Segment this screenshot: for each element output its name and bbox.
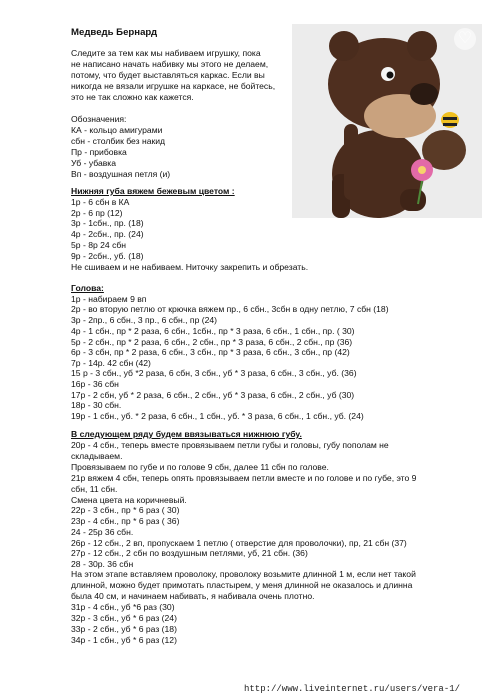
join-row: сбн, 11 сбн. — [71, 484, 118, 494]
join-row: была 40 см, и начинаем набивать, я набивала очень плотно. — [71, 591, 315, 601]
intro-line: это не так сложно как кажется. — [71, 92, 194, 102]
join-row: 27р - 12 сбн., 2 сбн по воздушным петлями, уб, 21 сбн. (36) — [71, 548, 308, 558]
join-row: 28 - 30р. 36 сбн — [71, 559, 134, 569]
head-row: 7р - 14р. 42 сбн (42) — [71, 358, 151, 368]
head-row: 1р - набираем 9 вп — [71, 294, 147, 304]
head-row: 16р - 36 сбн — [71, 379, 119, 389]
intro-line: никогда не вязали игрушке на каркасе, не бойтесь, — [71, 81, 276, 91]
join-row: 21р вяжем 4 сбн, теперь опять провязываем петли вместе и по голове и по губе, это 9 — [71, 473, 417, 483]
head-row: 6р - 3 сбн, пр * 2 раза, 6 сбн., 3 сбн., пр * 3 раза, 6 сбн., 3 сбн., пр (42) — [71, 347, 350, 357]
join-row: 24 - 25р 36 сбн. — [71, 527, 134, 537]
legend-line: сбн - столбик без накид — [71, 136, 166, 146]
join-row: 22р - 3 сбн., пр * 6 раз ( 30) — [71, 505, 180, 515]
legend-line: Вп - воздушная петля (и) — [71, 169, 171, 179]
legend-line: КА - кольцо амигурами — [71, 125, 163, 135]
join-row: На этом этапе вставляем проволоку, проволоку возьмите длинной 1 м, если нет такой — [71, 569, 416, 579]
join-row: Провязываем по губе и по голове 9 сбн, далее 11 сбн по голове. — [71, 462, 329, 472]
head-row: 2р - во вторую петлю от крючка вяжем пр., 6 сбн., 3сбн в одну петлю, 7 сбн (18) — [71, 304, 389, 314]
join-row: складываем. — [71, 451, 123, 461]
head-row: 17р - 2 сбн, уб * 2 раза, 6 сбн., 2 сбн., уб * 3 раза, 6 сбн., 2 сбн., уб (30) — [71, 390, 355, 400]
join-row: Смена цвета на коричневый. — [71, 495, 187, 505]
bear-photo — [292, 24, 482, 218]
join-row: 33р - 2 сбн., уб * 6 раз (18) — [71, 624, 177, 634]
join-row: 32р - 3 сбн., уб * 6 раз (24) — [71, 613, 177, 623]
legend-line: Обозначения: — [71, 114, 127, 124]
intro-line: не написано начать набивку мы этого не делаем, — [71, 59, 269, 69]
lip-heading: Нижняя губа вяжем бежевым цветом : — [71, 186, 235, 196]
lip-row: 3р - 1сбн., пр. (18) — [71, 218, 144, 228]
join-row: 31р - 4 сбн., уб *6 раз (30) — [71, 602, 175, 612]
source-url[interactable]: http://www.liveinternet.ru/users/vera-1/ — [244, 684, 461, 694]
legend-line: Уб - убавка — [71, 158, 117, 168]
join-row: 23р - 4 сбн., пр * 6 раз ( 36) — [71, 516, 180, 526]
head-row: 18р - 30 сбн. — [71, 400, 122, 410]
lip-row: 4р - 2сбн., пр. (24) — [71, 229, 144, 239]
head-row: 19р - 1 сбн., уб. * 2 раза, 6 сбн., 1 сбн., уб. * 3 раза, 6 сбн., 1 сбн., уб. (24) — [71, 411, 364, 421]
lip-row: Не сшиваем и не набиваем. Ниточку закрепить и обрезать. — [71, 262, 309, 272]
join-row: длинной, можно будет примотать пластырем, у меня длинной не оказалось и длинна — [71, 580, 413, 590]
head-heading: Голова: — [71, 283, 104, 293]
bear-illustration — [292, 24, 482, 218]
page-title: Медведь Бернард — [71, 27, 158, 38]
join-row: 26р - 12 сбн., 2 вп, пропускаем 1 петлю ( отверстие для проволочки), пр, 21 сбн (37) — [71, 538, 407, 548]
join-heading: В следующем ряду будем ввязываться нижнюю губу. — [71, 429, 302, 439]
head-row: 5р - 2 сбн., пр * 2 раза, 6 сбн., 2 сбн., пр * 3 раза, 6 сбн., 2 сбн., пр (36) — [71, 337, 353, 347]
head-row: 15 р - 3 сбн., уб *2 раза, 6 сбн, 3 сбн., уб * 3 раза, 6 сбн., 3 сбн., уб. (36) — [71, 368, 357, 378]
lip-row: 1р - 6 сбн в КА — [71, 197, 130, 207]
head-row: 4р - 1 сбн., пр * 2 раза, 6 сбн., 1сбн., пр * 3 раза, 6 сбн., 1 сбн., пр. ( 30) — [71, 326, 355, 336]
lip-row: 5р - 8р 24 сбн — [71, 240, 127, 250]
heart-icon[interactable]: ♡ — [454, 28, 476, 50]
intro-line: Следите за тем как мы набиваем игрушку, пока — [71, 48, 261, 58]
head-row: 3р - 2пр., 6 сбн., 3 пр., 6 сбн., пр (24) — [71, 315, 218, 325]
legend-line: Пр - прибовка — [71, 147, 127, 157]
lip-row: 9р - 2сбн., уб. (18) — [71, 251, 144, 261]
intro-line: потому, что будет выставляться каркас. Если вы — [71, 70, 265, 80]
join-row: 20р - 4 сбн., теперь вместе провязываем петли губы и головы, губу пополам не — [71, 440, 389, 450]
lip-row: 2р - 6 пр (12) — [71, 208, 123, 218]
join-row: 34р - 1 сбн., уб * 6 раз (12) — [71, 635, 177, 645]
